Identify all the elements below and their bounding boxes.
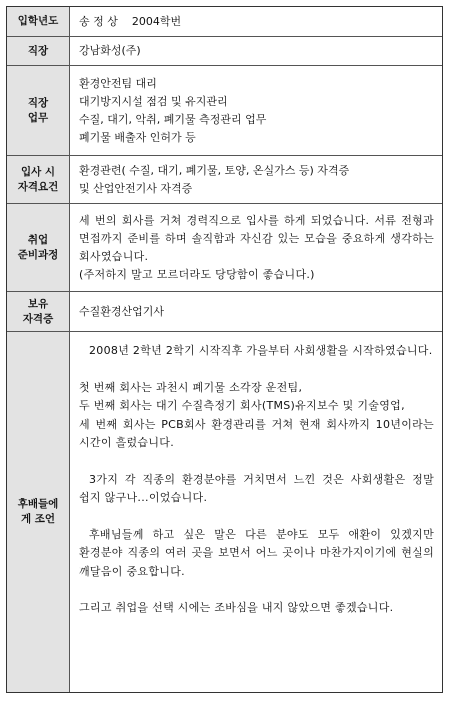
row-admission-year bbox=[7, 7, 442, 36]
duty-line: 수질, 대기, 악취, 폐기물 측정관리 업무 bbox=[79, 112, 267, 126]
advice-paragraph: 첫 번째 회사는 과천시 폐기물 소각장 운전팀, bbox=[79, 380, 303, 394]
requirement-line: 및 산업안전기사 자격증 bbox=[79, 181, 193, 195]
profile-table bbox=[6, 6, 443, 693]
advice-paragraph: 3가지 각 직종의 환경분야를 거치면서 느낀 것은 사회생활은 정말 쉽지 않구나...이었습니다. bbox=[79, 472, 434, 504]
job-prep-text: 세 번의 회사를 거쳐 경력직으로 입사를 하게 되었습니다. 서류 전형과 면접까지 준비를 하며 솔직함과 자신감 있는 모습을 중요하게 생각하는 회사였습니다. bbox=[79, 213, 434, 263]
advice-paragraph: 2008년 2학년 2학기 시작직후 가을부터 사회생활을 시작하였습니다. bbox=[89, 344, 433, 357]
advice-paragraph: 후배님들께 하고 싶은 말은 다른 분야도 모두 애환이 있겠지만 환경분야 직종의 여러 곳을 보면서 어느 곳이나 마찬가지이기에 현실의 깨달음이 중요합니다. bbox=[79, 527, 434, 578]
license-label: 보유 자격증 bbox=[7, 292, 70, 331]
row-requirements bbox=[7, 155, 442, 203]
duties-value bbox=[70, 66, 442, 155]
requirement-line: 환경관련( 수질, 대기, 폐기물, 토양, 온실가스 등) 자격증 bbox=[79, 163, 350, 177]
advice-label: 후배들에 게 조언 bbox=[7, 332, 70, 692]
duties-label: 직장 업무 bbox=[7, 66, 70, 155]
workplace-label: 직장 bbox=[7, 37, 70, 65]
job-prep-label: 취업 준비과정 bbox=[7, 204, 70, 291]
license-value: 수질환경산업기사 bbox=[79, 304, 165, 318]
job-prep-note: (주저하지 말고 모르더라도 당당함이 좋습니다.) bbox=[79, 267, 315, 281]
advice-value bbox=[70, 332, 442, 692]
workplace-value: 강남화성(주) bbox=[79, 44, 141, 57]
row-job-prep bbox=[7, 203, 442, 291]
duty-line: 대기방지시설 점검 및 유지관리 bbox=[79, 94, 228, 108]
row-license bbox=[7, 291, 442, 331]
duty-line: 폐기물 배출자 인허가 등 bbox=[79, 130, 196, 144]
requirements-value bbox=[70, 156, 442, 203]
row-workplace bbox=[7, 36, 442, 65]
duty-line: 환경안전팀 대리 bbox=[79, 76, 157, 90]
row-duties bbox=[7, 65, 442, 155]
job-prep-value bbox=[70, 204, 442, 291]
advice-paragraph: 그리고 취업을 선택 시에는 조바심을 내지 않았으면 좋겠습니다. bbox=[79, 601, 394, 614]
row-advice bbox=[7, 331, 442, 692]
requirements-label: 입사 시 자격요건 bbox=[7, 156, 70, 203]
advice-paragraph: 두 번째 회사는 대기 수질측정기 회사(TMS)유지보수 및 기술영업, bbox=[79, 399, 405, 412]
admission-year-value: 송 정 상 2004학번 bbox=[79, 14, 182, 28]
advice-paragraph: 세 번째 회사는 PCB회사 환경관리를 거쳐 현재 회사까지 10년이라는 시간이 흘렀습니다. bbox=[79, 417, 434, 449]
admission-year-label: 입학년도 bbox=[7, 7, 70, 36]
